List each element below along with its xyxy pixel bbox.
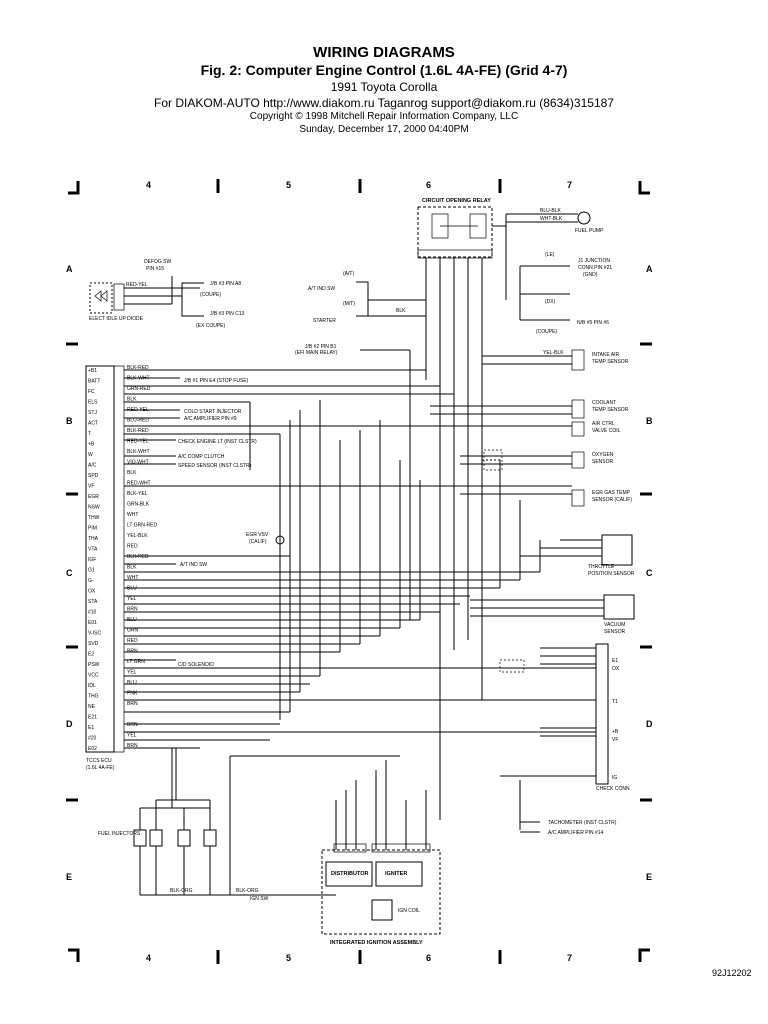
ecu-pin-name: THA xyxy=(88,536,98,542)
svg-text:DEFOG SW: DEFOG SW xyxy=(144,259,172,265)
svg-text:+B: +B xyxy=(612,729,619,735)
svg-text:WHT-BLK: WHT-BLK xyxy=(540,216,563,222)
ecu-wire-color: YEL xyxy=(127,732,137,739)
ecu-pin-name: STA xyxy=(88,599,98,605)
ecu-pin-name: G- xyxy=(88,578,94,584)
ecu-pin-rows xyxy=(88,365,157,752)
ecu-wire-color: PNK xyxy=(127,690,138,697)
svg-text:EGR GAS TEMP: EGR GAS TEMP xyxy=(592,490,630,496)
grid-col-5: 5 xyxy=(286,180,292,190)
svg-text:(GND): (GND) xyxy=(583,272,598,278)
ecu-wire-color: RED xyxy=(127,543,138,550)
svg-text:(DX): (DX) xyxy=(545,299,556,305)
ecu-pin-name: VTA xyxy=(88,546,98,553)
integrated-ignition-assembly xyxy=(322,844,440,946)
at-mt-starter xyxy=(308,271,426,324)
grid-row-a-right: A xyxy=(646,264,653,274)
grid-col-4: 4 xyxy=(146,180,152,190)
svg-text:(1.6L 4A-FE): (1.6L 4A-FE) xyxy=(86,765,115,771)
junction-connector xyxy=(520,252,612,335)
ecu-pin-name: +B xyxy=(88,441,95,448)
efi-main-relay-ref xyxy=(295,344,410,356)
ecu-pin-name: E01 xyxy=(88,620,97,626)
grid-col-4-bottom: 4 xyxy=(146,953,152,963)
ecu-wire-color: BLK-WHT xyxy=(127,449,150,455)
svg-text:(CALIF): (CALIF) xyxy=(249,539,267,545)
ecu-pin-name: ELS xyxy=(88,399,98,406)
svg-text:BLU-BLK: BLU-BLK xyxy=(540,208,561,214)
ecu-wire-color: BLU xyxy=(127,617,137,623)
svg-text:AIR CTRL: AIR CTRL xyxy=(592,421,615,427)
grid-col-7: 7 xyxy=(567,180,573,190)
svg-text:A/T IND SW: A/T IND SW xyxy=(180,562,208,568)
svg-text:VALVE COIL: VALVE COIL xyxy=(592,428,621,434)
grid-row-e: E xyxy=(66,872,73,882)
svg-text:ELECT IDLE UP DIODE: ELECT IDLE UP DIODE xyxy=(89,316,143,322)
svg-text:CHECK ENGINE LT (INST CLSTR): CHECK ENGINE LT (INST CLSTR) xyxy=(178,439,257,445)
ecu-wire-color: BLU xyxy=(127,585,137,592)
ecu-wire-color: BLK-WHT xyxy=(127,375,150,382)
grid-row-c: C xyxy=(66,568,73,578)
ecu-pin-name: ACT xyxy=(88,420,98,427)
svg-text:A/C AMPLIFIER PIN #14: A/C AMPLIFIER PIN #14 xyxy=(548,830,604,836)
svg-text:BLK-ORG: BLK-ORG xyxy=(170,888,193,894)
svg-text:PIN #15: PIN #15 xyxy=(146,266,165,272)
ecu-pin-name: PSW xyxy=(88,662,100,668)
svg-text:TCCS ECU: TCCS ECU xyxy=(86,758,112,764)
page-title: WIRING DIAGRAMS xyxy=(313,44,455,61)
date-line: Sunday, December 17, 2000 04:40PM xyxy=(299,124,469,135)
grid-row-b: B xyxy=(66,416,73,426)
ecu-pin-name: E2 xyxy=(88,651,95,658)
svg-text:INTEGRATED IGNITION ASSEMBLY: INTEGRATED IGNITION ASSEMBLY xyxy=(330,940,423,946)
source-line: For DIAKOM-AUTO http://www.diakom.ru Taganrog support@diakom.ru (8634)315187 xyxy=(154,96,614,110)
svg-text:IG: IG xyxy=(612,775,618,781)
elect-idle-up-diode xyxy=(89,259,245,329)
ecu-wire-color: VIO-WHT xyxy=(127,459,149,466)
ecu-wire-color: BLK-YEL xyxy=(127,491,148,497)
ecu-wire-color: WHT xyxy=(127,512,139,518)
ecu-wire-color: BRN xyxy=(127,743,138,749)
svg-text:COLD START INJECTOR: COLD START INJECTOR xyxy=(184,409,242,415)
svg-text:VF: VF xyxy=(612,737,619,743)
svg-text:SENSOR: SENSOR xyxy=(592,459,614,465)
figure-code: 92J12202 xyxy=(712,968,752,978)
ecu-wire-color: BLU-RED xyxy=(127,417,149,424)
svg-text:TEMP SENSOR: TEMP SENSOR xyxy=(592,407,629,413)
ecu-wire-color: BLK-RED xyxy=(127,428,149,434)
ecu-pin-name: #20 xyxy=(88,735,97,742)
svg-text:A/C COMP CLUTCH: A/C COMP CLUTCH xyxy=(178,454,225,460)
svg-text:A/T IND SW: A/T IND SW xyxy=(308,286,336,292)
svg-text:(EX COUPE): (EX COUPE) xyxy=(196,323,226,329)
svg-text:CHECK CONN: CHECK CONN xyxy=(596,786,630,792)
svg-text:COOLANT: COOLANT xyxy=(592,400,617,406)
svg-text:J/B #1 PIN E4 (STOP FUSE): J/B #1 PIN E4 (STOP FUSE) xyxy=(184,378,249,384)
harness-wires xyxy=(98,290,617,902)
ecu-wire-color: BLU xyxy=(127,680,137,686)
ecu-wire-color: RED-WHT xyxy=(127,480,151,487)
svg-text:SPEED SENSOR (INST CLSTR): SPEED SENSOR (INST CLSTR) xyxy=(178,463,252,469)
ecu-pin-name: FC xyxy=(88,389,95,395)
ecu-wire-color: YEL xyxy=(127,596,137,602)
ecu-wire-color: RED xyxy=(127,638,138,644)
svg-text:YEL-BLK: YEL-BLK xyxy=(543,350,564,356)
ecu-pin-name: A/C xyxy=(88,462,97,469)
grid-row-d: D xyxy=(66,719,73,729)
svg-text:A/C AMPLIFIER PIN #9: A/C AMPLIFIER PIN #9 xyxy=(184,416,237,422)
ecu-pin-name: IDL xyxy=(88,683,96,689)
svg-text:RED-YEL: RED-YEL xyxy=(126,282,148,288)
ecu-pin-name: PIM xyxy=(88,525,97,532)
ecu-wire-color: BLK xyxy=(127,396,137,403)
ecu-wire-color: BRN xyxy=(127,701,138,707)
ecu-wire-color: BRN xyxy=(127,606,138,613)
svg-text:THROTTLE: THROTTLE xyxy=(588,564,615,570)
ecu-pin-name: W xyxy=(88,452,93,458)
ecu-pin-name: E02 xyxy=(88,746,97,752)
ecu-pin-name: NE xyxy=(88,704,95,710)
ecu-wire-color: BLK xyxy=(127,470,137,476)
ecu-pin-name: NSW xyxy=(88,504,100,511)
svg-text:(M/T): (M/T) xyxy=(343,301,355,307)
ecu-wire-color: WHT xyxy=(127,575,139,581)
ecu-pin-name: VCC xyxy=(88,672,99,679)
grid-row-e-right: E xyxy=(646,872,653,882)
svg-text:SENSOR (CALIF): SENSOR (CALIF) xyxy=(592,497,633,503)
svg-text:N/B #5 PIN #6: N/B #5 PIN #6 xyxy=(577,320,609,326)
svg-text:IGN SW: IGN SW xyxy=(250,896,269,902)
svg-text:C/D SOLENOID: C/D SOLENOID xyxy=(178,662,214,668)
grid-col-6: 6 xyxy=(426,180,432,190)
ecu-pin-name: #10 xyxy=(88,609,97,616)
ecu-pin-name: E1 xyxy=(88,725,95,731)
svg-text:J1 JUNCTION: J1 JUNCTION xyxy=(578,258,610,264)
svg-text:OXYGEN: OXYGEN xyxy=(592,452,614,458)
check-conn-pins xyxy=(612,658,620,781)
svg-text:POSITION SENSOR: POSITION SENSOR xyxy=(588,571,635,577)
ecu-pin-name: SPD xyxy=(88,473,99,479)
svg-text:(COUPE): (COUPE) xyxy=(200,292,222,298)
ecu-wire-color: GRN-RED xyxy=(127,386,151,392)
ecu-wire-color: BLK-RED xyxy=(127,365,149,371)
svg-text:(A/T): (A/T) xyxy=(343,271,355,277)
circuit-opening-relay xyxy=(418,198,604,360)
svg-text:J/B #3 PIN C13: J/B #3 PIN C13 xyxy=(210,311,245,317)
grid-col-6-bottom: 6 xyxy=(426,953,432,963)
svg-text:EGR VSV: EGR VSV xyxy=(246,532,269,538)
svg-text:OX: OX xyxy=(612,666,620,672)
svg-text:CIRCUIT OPENING RELAY: CIRCUIT OPENING RELAY xyxy=(422,198,491,204)
svg-text:IGN COIL: IGN COIL xyxy=(398,908,420,914)
ecu-wire-color: LT GRN xyxy=(127,659,145,665)
svg-text:STARTER: STARTER xyxy=(313,318,336,324)
ecu-wire-color: BLK-RED xyxy=(127,554,149,560)
svg-text:FUEL PUMP: FUEL PUMP xyxy=(575,228,604,234)
ecu-pin-name: SVD xyxy=(88,641,99,647)
svg-text:J/B #3 PIN A8: J/B #3 PIN A8 xyxy=(210,281,242,287)
vehicle-label: 1991 Toyota Corolla xyxy=(330,80,438,94)
figure-title: Fig. 2: Computer Engine Control (1.6L 4A-FE) (Grid 4-7) xyxy=(200,62,568,78)
ecu-wire-color: YEL xyxy=(127,669,137,676)
svg-text:T1: T1 xyxy=(612,699,618,705)
grid-row-a: A xyxy=(66,264,73,274)
svg-text:INTAKE AIR: INTAKE AIR xyxy=(592,352,620,358)
grid-row-b-right: B xyxy=(646,416,653,426)
right-components xyxy=(543,350,635,792)
svg-text:(COUPE): (COUPE) xyxy=(536,329,558,335)
ecu-pin-name: G1 xyxy=(88,567,95,574)
svg-text:FUEL INJECTORS: FUEL INJECTORS xyxy=(98,831,141,837)
svg-text:CONN PIN #21: CONN PIN #21 xyxy=(578,265,613,271)
ecu-pin-name: THG xyxy=(88,693,99,700)
grid-col-7-bottom: 7 xyxy=(567,953,573,963)
ecu-pin-name: STJ xyxy=(88,410,97,416)
svg-text:J/B #2 PIN B1: J/B #2 PIN B1 xyxy=(305,344,337,350)
svg-text:IGNITER: IGNITER xyxy=(385,871,408,877)
ecu-wire-color: BRN xyxy=(127,722,138,728)
svg-text:SENSOR: SENSOR xyxy=(604,629,626,635)
svg-text:TACHOMETER (INST CLSTR): TACHOMETER (INST CLSTR) xyxy=(548,820,617,826)
svg-text:(LE): (LE) xyxy=(545,252,555,258)
ecu-wire-color: BLK xyxy=(127,564,137,571)
ecu-pin-name: V-ISC xyxy=(88,630,102,637)
svg-text:BLK-ORG: BLK-ORG xyxy=(236,888,259,894)
ecu-pin-name: IGF xyxy=(88,557,97,563)
ecu-pin-name: THW xyxy=(88,515,100,521)
copyright-line: Copyright © 1998 Mitchell Repair Information Company, LLC xyxy=(249,111,519,122)
ecu-wire-color: BRN xyxy=(127,648,138,655)
grid-col-5-bottom: 5 xyxy=(286,953,292,963)
ecu-pin-name: VF xyxy=(88,483,95,490)
ecu-wire-color: RED-YEL xyxy=(127,438,149,445)
svg-text:BLK: BLK xyxy=(396,308,406,314)
svg-text:TEMP SENSOR: TEMP SENSOR xyxy=(592,359,629,365)
grid-row-c-right: C xyxy=(646,568,653,578)
svg-text:DISTRIBUTOR: DISTRIBUTOR xyxy=(331,871,369,877)
svg-text:(EFI MAIN RELAY): (EFI MAIN RELAY) xyxy=(295,350,338,356)
ecu-wire-color: GRN xyxy=(127,627,139,634)
left-labels xyxy=(178,378,269,668)
ecu-pin-name: T xyxy=(88,431,92,437)
ecu-wire-color: YEL-BLK xyxy=(127,533,148,539)
ecu-pin-name: BATT xyxy=(88,378,101,385)
ecu-pin-name: EGR xyxy=(88,494,99,500)
ecu-pin-name: E21 xyxy=(88,714,97,721)
ecu-pin-name: +B1 xyxy=(88,368,98,374)
ecu-pin-name: OX xyxy=(88,588,96,595)
ecu-wire-color: RED-YEL xyxy=(127,407,149,413)
svg-text:VACUUM: VACUUM xyxy=(604,622,626,628)
ecu-wire-color: GRN-BLK xyxy=(127,501,150,508)
ecu-wire-color: LT GRN-RED xyxy=(127,522,158,529)
grid-row-d-right: D xyxy=(646,719,653,729)
svg-text:E1: E1 xyxy=(612,658,619,664)
